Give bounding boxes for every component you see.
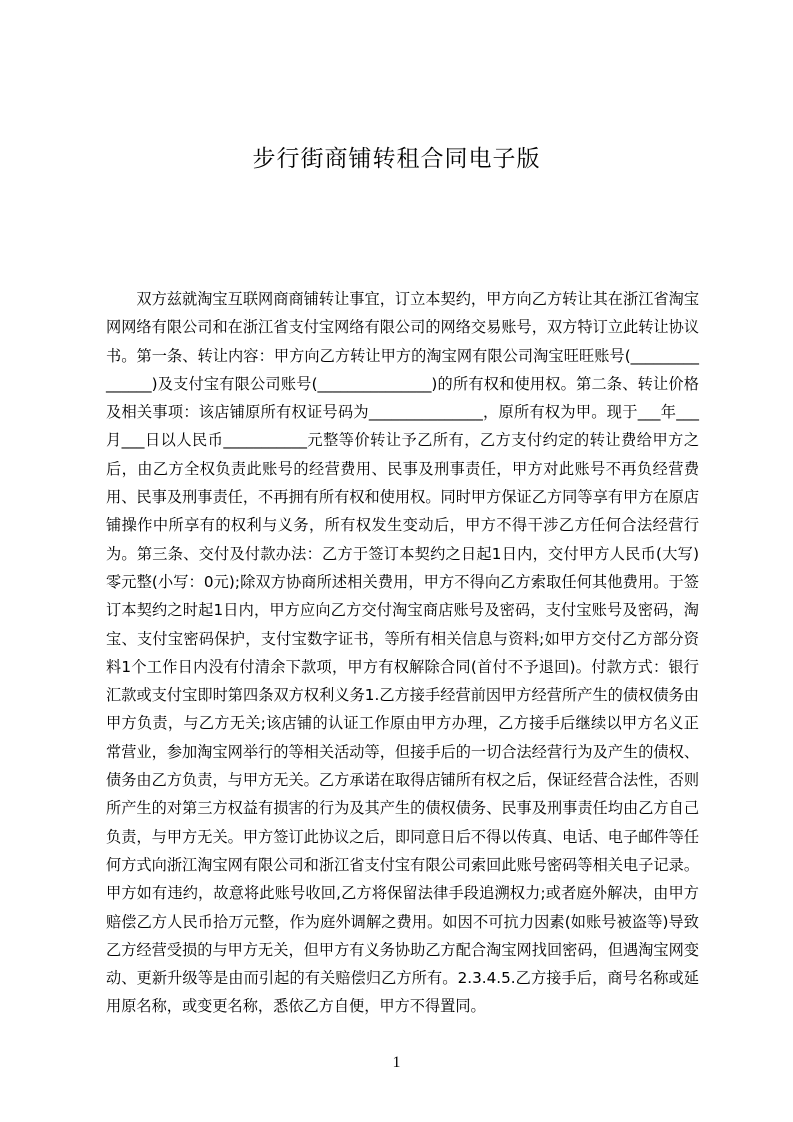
- contract-body-paragraph: 双方兹就淘宝互联网商商铺转让事宜，订立本契约，甲方向乙方转让其在浙江省淘宝网网络有限公司和在浙江省支付宝网络有限公司的网络交易账号，双方特订立此转让协议书。第一条、转让内容：甲方向乙方转让甲方的淘宝网有限公司淘宝旺旺账号(_______________)及支付宝有限公司账号(_______________)的所有权和使用权。第二条、转让价格及相关事项：该店铺原所有权证号码为_______________，原所有权为甲。现于___年___月___日以人民币___________元整等价转让予乙所有，乙方支付约定的转让费给甲方之后，由乙方全权负责此账号的经营费用、民事及刑事责任，甲方对此账号不再负经营费用、民事及刑事责任，不再拥有所有权和使用权。同时甲方保证乙方同等享有甲方在原店铺操作中所享有的权利与义务，所有权发生变动后，甲方不得干涉乙方任何合法经营行为。第三条、交付及付款办法：乙方于签订本契约之日起1日内，交付甲方人民币(大写)零元整(小写：0元);除双方协商所述相关费用，甲方不得向乙方索取任何其他费用。于签订本契约之时起1日内，甲方应向乙方交付淘宝商店账号及密码，支付宝账号及密码，淘宝、支付宝密码保护，支付宝数字证书，等所有相关信息与资料;如甲方交付乙方部分资料1个工作日内没有付清余下款项，甲方有权解除合同(首付不予退回)。付款方式：银行汇款或支付宝即时第四条双方权利义务1.乙方接手经营前因甲方经营所产生的债权债务由甲方负责，与乙方无关;该店铺的认证工作原由甲方办理，乙方接手后继续以甲方名义正常营业，参加淘宝网举行的等相关活动等，但接手后的一切合法经营行为及产生的债权、债务由乙方负责，与甲方无关。乙方承诺在取得店铺所有权之后，保证经营合法性，否则所产生的对第三方权益有损害的行为及其产生的债权债务、民事及刑事责任均由乙方自己负责，与甲方无关。甲方签订此协议之后，即同意日后不得以传真、电话、电子邮件等任何方式向浙江淘宝网有限公司和浙江省支付宝有限公司索回此账号密码等相关电子记录。甲方如有违约，故意将此账号收回,乙方将保留法律手段追溯权力;或者庭外解决，由甲方赔偿乙方人民币拾万元整，作为庭外调解之费用。如因不可抗力因素(如账号被盗等)导致乙方经营受损的与甲方无关，但甲方有义务协助乙方配合淘宝网找回密码，但遇淘宝网变动、更新升级等是由而引起的有关赔偿归乙方所有。2.3.4.5.乙方接手后，商号名称或延用原名称，或变更名称，悉依乙方自便，甲方不得置同。: [106, 290, 699, 1016]
- document-title: 步行街商铺转租合同电子版: [252, 146, 541, 172]
- page-number: 1: [392, 1054, 401, 1071]
